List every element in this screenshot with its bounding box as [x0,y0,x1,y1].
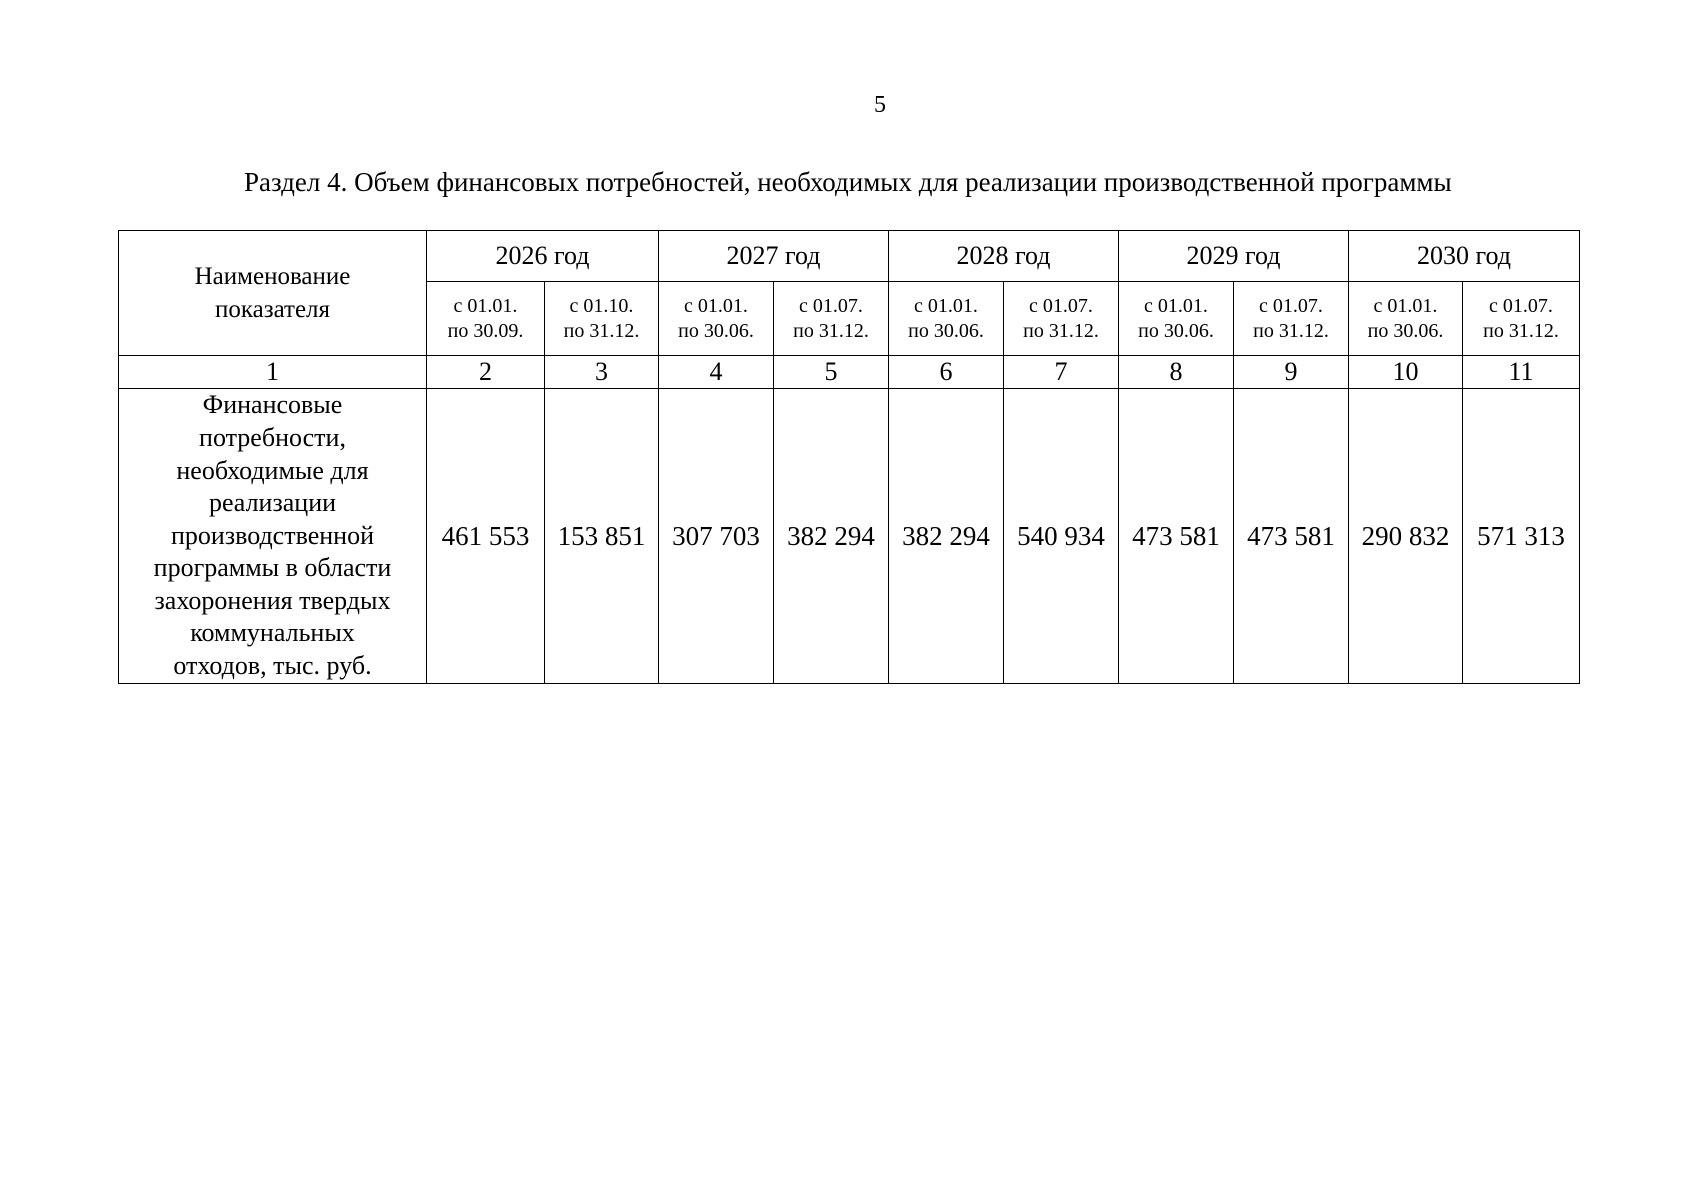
header-year-2027: 2027 год [659,231,889,282]
column-number: 7 [1004,356,1119,389]
header-indicator-name [119,231,427,356]
header-year-2029: 2029 год [1119,231,1349,282]
column-number: 3 [545,356,659,389]
header-period [1234,282,1349,356]
period-from: с 01.07. [799,294,863,317]
value-cell: 307 703 [659,389,774,684]
column-number: 5 [774,356,889,389]
column-number: 8 [1119,356,1234,389]
header-year-2026: 2026 год [427,231,659,282]
value-cell: 290 832 [1349,389,1463,684]
column-number: 10 [1349,356,1463,389]
header-period [545,282,659,356]
financial-needs-table [118,230,1580,684]
value-cell: 382 294 [774,389,889,684]
period-from: с 01.01. [684,294,748,317]
period-from: с 01.10. [569,294,634,317]
period-from: с 01.01. [1144,294,1208,317]
value-cell: 153 851 [545,389,659,684]
row-name-line: захоронения твердых [154,585,391,615]
column-number: 6 [889,356,1004,389]
row-indicator-name [119,389,427,684]
header-year-2028: 2028 год [889,231,1119,282]
period-to: по 31.12. [1253,319,1329,342]
column-number: 4 [659,356,774,389]
column-number: 9 [1234,356,1349,389]
value-cell: 540 934 [1004,389,1119,684]
column-number-row [119,356,1580,389]
row-name-line: Финансовые [202,390,343,420]
header-year-2030: 2030 год [1349,231,1580,282]
row-name-line: необходимые для [176,455,369,485]
period-from: с 01.01. [1373,294,1438,317]
period-from: с 01.01. [453,294,518,317]
value-cell: 473 581 [1234,389,1349,684]
value-cell: 461 553 [427,389,545,684]
page-number: 5 [874,92,886,118]
row-name-line: реализации [208,488,337,518]
section-title: Раздел 4. Объем финансовых потребностей, необходимых для реализации производственной программы [244,167,1452,197]
row-name-line: отходов, тыс. руб. [173,651,372,681]
header-period [1004,282,1119,356]
header-indicator-name-line: показателя [214,296,331,323]
period-to: по 30.06. [678,319,754,342]
period-to: по 30.06. [1367,319,1444,342]
value-cell: 382 294 [889,389,1004,684]
column-number: 2 [427,356,545,389]
header-period [774,282,889,356]
header-row-years [119,231,1580,282]
period-from: с 01.07. [1259,294,1323,317]
header-period [659,282,774,356]
header-period [889,282,1004,356]
period-from: с 01.07. [1489,294,1553,317]
header-period [1119,282,1234,356]
header-period [1463,282,1580,356]
row-name-line: коммунальных [190,618,355,648]
period-to: по 31.12. [1023,319,1099,342]
value-cell: 571 313 [1463,389,1580,684]
value-cell: 473 581 [1119,389,1234,684]
period-from: с 01.07. [1029,294,1093,317]
header-indicator-name-line: Наименование [194,263,351,290]
row-name-line: потребности, [199,422,346,452]
period-to: по 31.12. [793,319,869,342]
period-to: по 31.12. [1483,319,1559,342]
table-row [119,389,1580,684]
period-to: по 30.06. [1138,319,1214,342]
period-to: по 30.06. [908,319,984,342]
header-period [427,282,545,356]
column-number: 11 [1463,356,1580,389]
row-name-line: производственной [171,520,374,550]
row-name-line: программы в области [153,553,392,583]
period-to: по 30.09. [447,319,524,342]
column-number: 1 [119,356,427,389]
period-from: с 01.01. [914,294,978,317]
period-to: по 31.12. [563,319,640,342]
header-period [1349,282,1463,356]
